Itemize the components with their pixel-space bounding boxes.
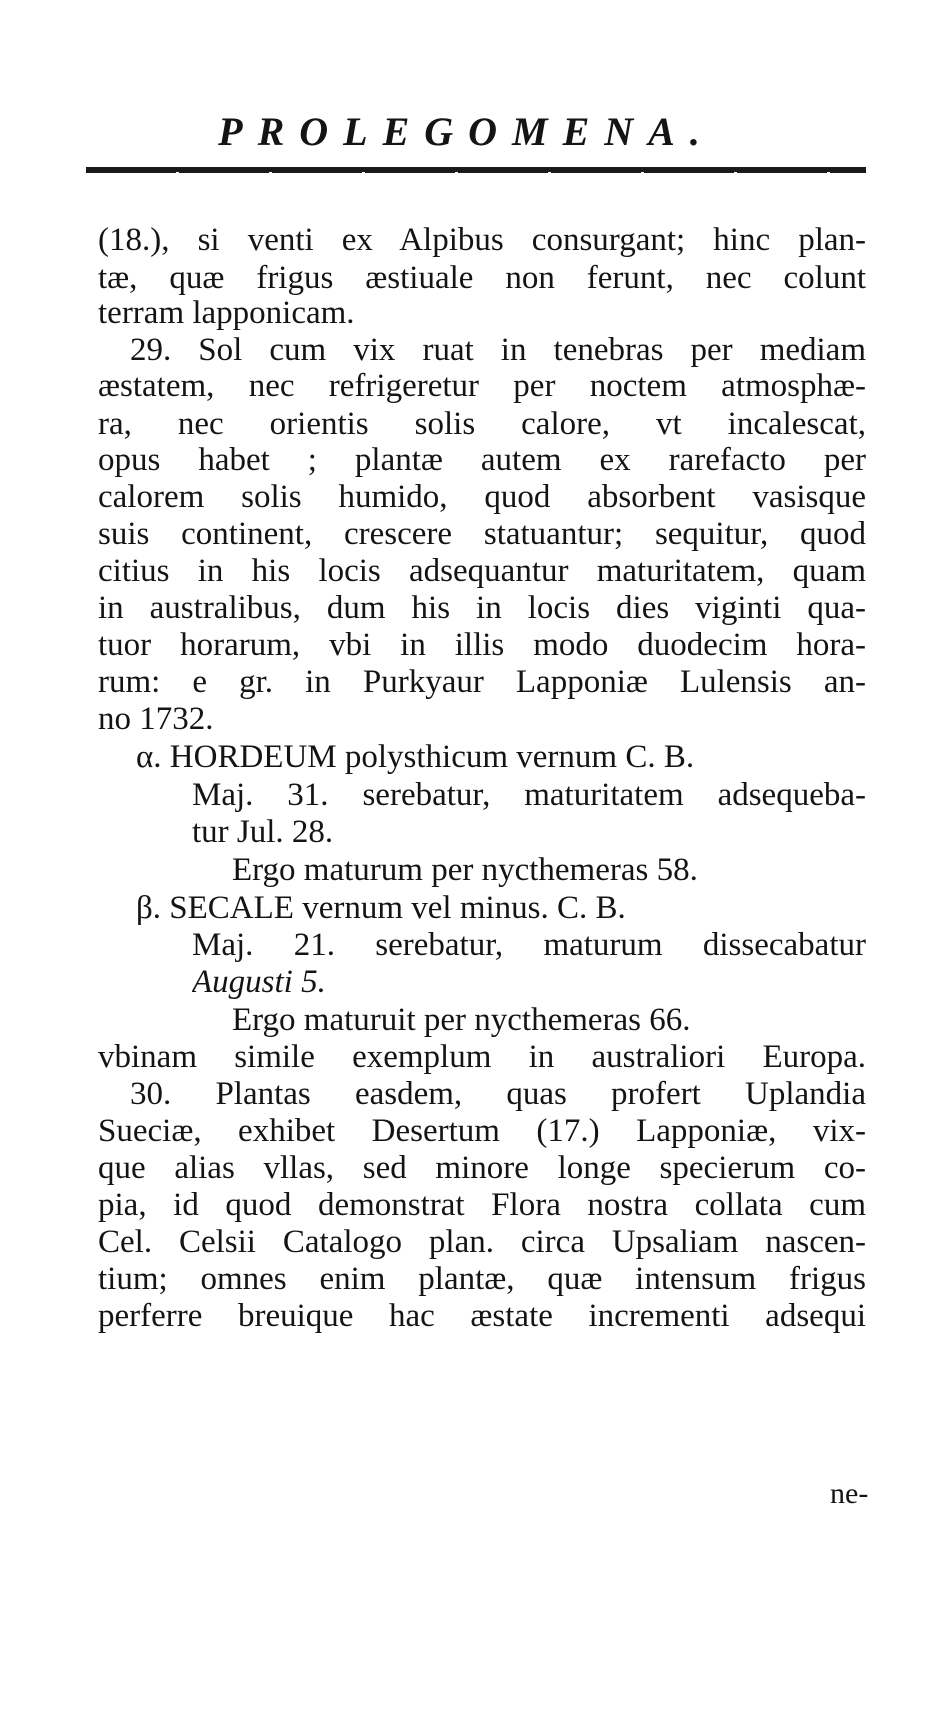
text-line: Sueciæ, exhibet Desertum (17.) Lapponiæ, vix- [98, 1113, 866, 1149]
entry-heading-hordeum: α. HORDEUM polysthicum vernum C. B. [136, 739, 695, 775]
text-line: pia, id quod demonstrat Flora nostra collata cum [98, 1187, 866, 1223]
text-line: rum: e gr. in Purkyaur Lapponiæ Lulensis an- [98, 664, 866, 700]
text-line: tuor horarum, vbi in illis modo duodecim hora- [98, 627, 866, 663]
text-line: Ergo maturum per nycthemeras 58. [232, 852, 698, 888]
entry-heading-secale: β. SECALE vernum vel minus. C. B. [136, 890, 626, 926]
text-line: citius in his locis adsequantur maturitatem, quam [98, 553, 866, 589]
catchword: ne- [830, 1477, 869, 1510]
text-line: ra, nec orientis solis calore, vt incalescat, [98, 406, 866, 442]
text-line: terram lapponicam. [98, 295, 355, 331]
text-line: tium; omnes enim plantæ, quæ intensum frigus [98, 1261, 866, 1297]
running-title: PROLEGOMENA. [218, 109, 715, 154]
text-line: Augusti 5. [192, 964, 326, 1000]
text-line: Cel. Celsii Catalogo plan. circa Upsaliam nascen- [98, 1224, 866, 1260]
text-line: Maj. 31. serebatur, maturitatem adsequeba- [192, 777, 866, 813]
text-line: vbinam simile exemplum in australiori Europa. [98, 1039, 866, 1075]
text-line: tæ, quæ frigus æstiuale non ferunt, nec colunt [98, 260, 866, 296]
text-line: tur Jul. 28. [192, 814, 334, 850]
text-line: calorem solis humido, quod absorbent vasisque [98, 479, 866, 515]
text-line: Ergo maturuit per nycthemeras 66. [232, 1002, 691, 1038]
header-rule [86, 167, 866, 173]
text-line: perferre breuique hac æstate incrementi adsequi [98, 1298, 866, 1334]
text-line: æstatem, nec refrigeretur per noctem atmosphæ- [98, 368, 866, 404]
text-line: no 1732. [98, 701, 214, 737]
text-line: suis continent, crescere statuantur; sequitur, quod [98, 516, 866, 552]
text-line: 30. Plantas easdem, quas profert Uplandia [130, 1076, 866, 1112]
text-line: opus habet ; plantæ autem ex rarefacto per [98, 442, 866, 478]
text-line: 29. Sol cum vix ruat in tenebras per mediam [130, 332, 866, 368]
text-line: que alias vllas, sed minore longe specierum co- [98, 1150, 866, 1186]
text-line: in australibus, dum his in locis dies viginti qua- [98, 590, 866, 626]
text-line: (18.), si venti ex Alpibus consurgant; hinc plan- [98, 222, 866, 258]
text-line: Maj. 21. serebatur, maturum dissecabatur [192, 927, 866, 963]
